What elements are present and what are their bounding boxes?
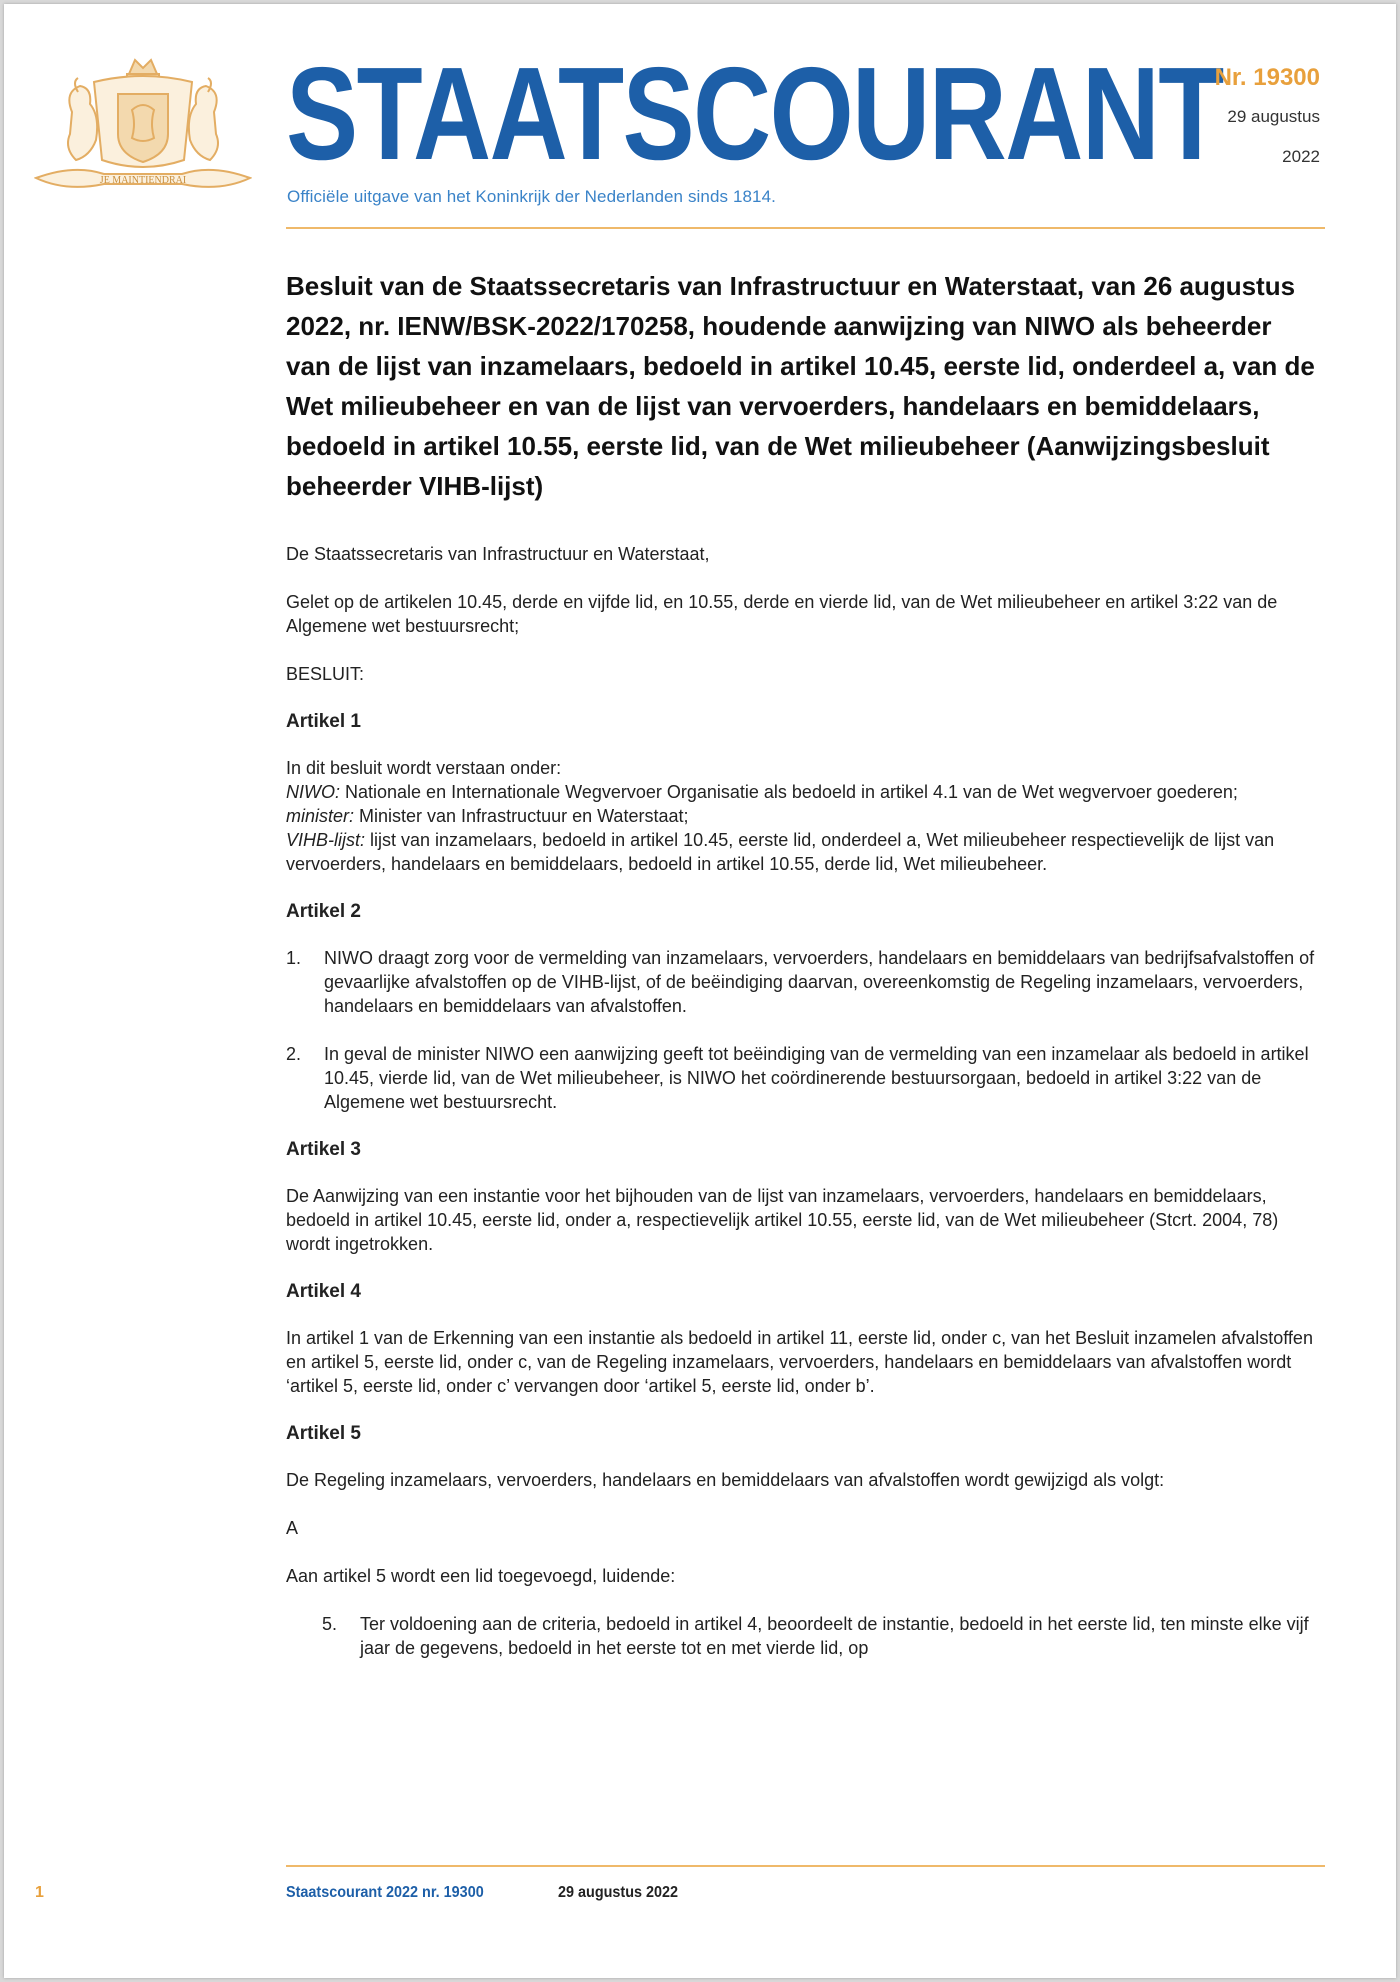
article-2-list: [286, 946, 1316, 1114]
article-4-heading: Artikel 4: [286, 1281, 361, 1302]
masthead-tagline: Officiële uitgave van het Koninkrijk der Nederlanden sinds 1814.: [287, 187, 776, 206]
article-1-heading: Artikel 1: [286, 711, 361, 732]
issue-year: 2022: [1282, 147, 1320, 166]
footer-publication: Staatscourant 2022 nr. 19300: [286, 1884, 484, 1901]
document-body: [286, 266, 1316, 1660]
issue-number: Nr. 19300: [1214, 64, 1320, 91]
footer-divider: [286, 1865, 1325, 1867]
page-number: 1: [35, 1884, 44, 1901]
definition-text: lijst van inzamelaars, bedoeld in artikel 10.45, eerste lid, onderdeel a, Wet milieubeheer respectievelijk de lijst van vervoerders, handelaars en bemiddelaars, bedoeld in artikel 10.55, derde lid, Wet milieubeheer.: [286, 830, 1275, 874]
masthead-title: STAATSCOURANT: [286, 40, 1223, 187]
list-item-number: 2.: [286, 1044, 302, 1064]
article-5-part-label: A: [286, 1518, 299, 1538]
definition-text: Nationale en Internationale Wegvervoer Organisatie als bedoeld in artikel 4.1 van de Wet wegvervoer goederen;: [340, 782, 1238, 802]
crest-motto: JE MAINTIENDRAI: [99, 175, 187, 186]
article-5-heading: Artikel 5: [286, 1423, 361, 1444]
list-item: [286, 946, 1316, 1018]
decides-label: BESLUIT:: [286, 664, 365, 684]
intro-paragraph: De Staatssecretaris van Infrastructuur en Waterstaat,: [286, 544, 710, 564]
list-item-text: NIWO draagt zorg voor de vermelding van inzamelaars, vervoerders, handelaars en bemiddelaars van bedrijfsafvalstoffen of gevaarlijke afvalstoffen op de VIHB-lijst, of de beëindiging daarvan, overeenkomstig de Regeling inzamelaars, vervoerders, handelaars en bemiddelaars van afvalstoffen.: [324, 948, 1315, 1016]
coat-of-arms-logo: [34, 52, 252, 204]
article-5-new-member: [286, 1612, 1316, 1660]
definition-term: NIWO:: [286, 782, 340, 802]
definition-term: VIHB-lijst:: [286, 830, 366, 850]
document-page: [4, 4, 1396, 1978]
list-item-number: 5.: [322, 1614, 338, 1634]
list-item-number: 1.: [286, 948, 302, 968]
considering-paragraph: Gelet op de artikelen 10.45, derde en vijfde lid, en 10.55, derde en vierde lid, van de Wet milieubeheer en artikel 3:22 van de Algemene wet bestuursrecht;: [286, 592, 1278, 636]
article-5-text: De Regeling inzamelaars, vervoerders, handelaars en bemiddelaars van afvalstoffen wordt gewijzigd als volgt:: [286, 1470, 1165, 1490]
definition-item: [286, 828, 1316, 876]
definition-text: Minister van Infrastructuur en Waterstaat;: [354, 806, 689, 826]
article-1-definitions: [286, 756, 1316, 876]
issue-date: 29 augustus: [1227, 107, 1320, 126]
document-title: Besluit van de Staatssecretaris van Infrastructuur en Waterstaat, van 26 augustus 2022, nr. IENW/BSK-2022/170258, houdende aanwijzing van NIWO als beheerder van de lijst van inzamelaars, bedoeld in artikel 10.45, eerste lid, onderdeel a, van de Wet milieubeheer en van de lijst van vervoerders, handelaars en bemiddelaars, bedoeld in artikel 10.55, eerste lid, van de Wet milieubeheer (Aanwijzingsbesluit beheerder VIHB-lijst): [286, 271, 1315, 501]
article-2-heading: Artikel 2: [286, 901, 361, 922]
definition-item: [286, 804, 1316, 828]
header-divider: [286, 227, 1325, 229]
definitions-intro: In dit besluit wordt verstaan onder:: [286, 758, 562, 778]
footer-date: 29 augustus 2022: [558, 1884, 679, 1901]
definition-item: [286, 780, 1316, 804]
article-5-part-text: Aan artikel 5 wordt een lid toegevoegd, luidende:: [286, 1566, 676, 1586]
article-3-text: De Aanwijzing van een instantie voor het bijhouden van de lijst van inzamelaars, vervoerders, handelaars en bemiddelaars, bedoeld in artikel 10.45, eerste lid, onder a, respectievelijk artikel 10.55, eerste lid, van de Wet milieubeheer (Stcrt. 2004, 78) wordt ingetrokken.: [286, 1186, 1279, 1254]
list-item-text: In geval de minister NIWO een aanwijzing geeft tot beëindiging van de vermelding van een inzamelaar als bedoeld in artikel 10.45, vierde lid, van de Wet milieubeheer, is NIWO het coördinerende bestuursorgaan, bedoeld in artikel 3:22 van de Algemene wet bestuursrecht.: [324, 1044, 1309, 1112]
article-4-text: In artikel 1 van de Erkenning van een instantie als bedoeld in artikel 11, eerste lid, onder c, van het Besluit inzamelen afvalstoffen en artikel 5, eerste lid, onder c, van de Regeling inzamelaars, vervoerders, handelaars en bemiddelaars van afvalstoffen wordt ‘artikel 5, eerste lid, onder c’ vervangen door ‘artikel 5, eerste lid, onder b’.: [286, 1328, 1313, 1396]
list-item-text: Ter voldoening aan de criteria, bedoeld in artikel 4, beoordeelt de instantie, bedoeld in het eerste lid, ten minste elke vijf jaar de gegevens, bedoeld in het eerste tot en met vierde lid, op: [360, 1614, 1309, 1658]
article-3-heading: Artikel 3: [286, 1139, 361, 1160]
definition-term: minister:: [286, 806, 355, 826]
list-item: [286, 1042, 1316, 1114]
